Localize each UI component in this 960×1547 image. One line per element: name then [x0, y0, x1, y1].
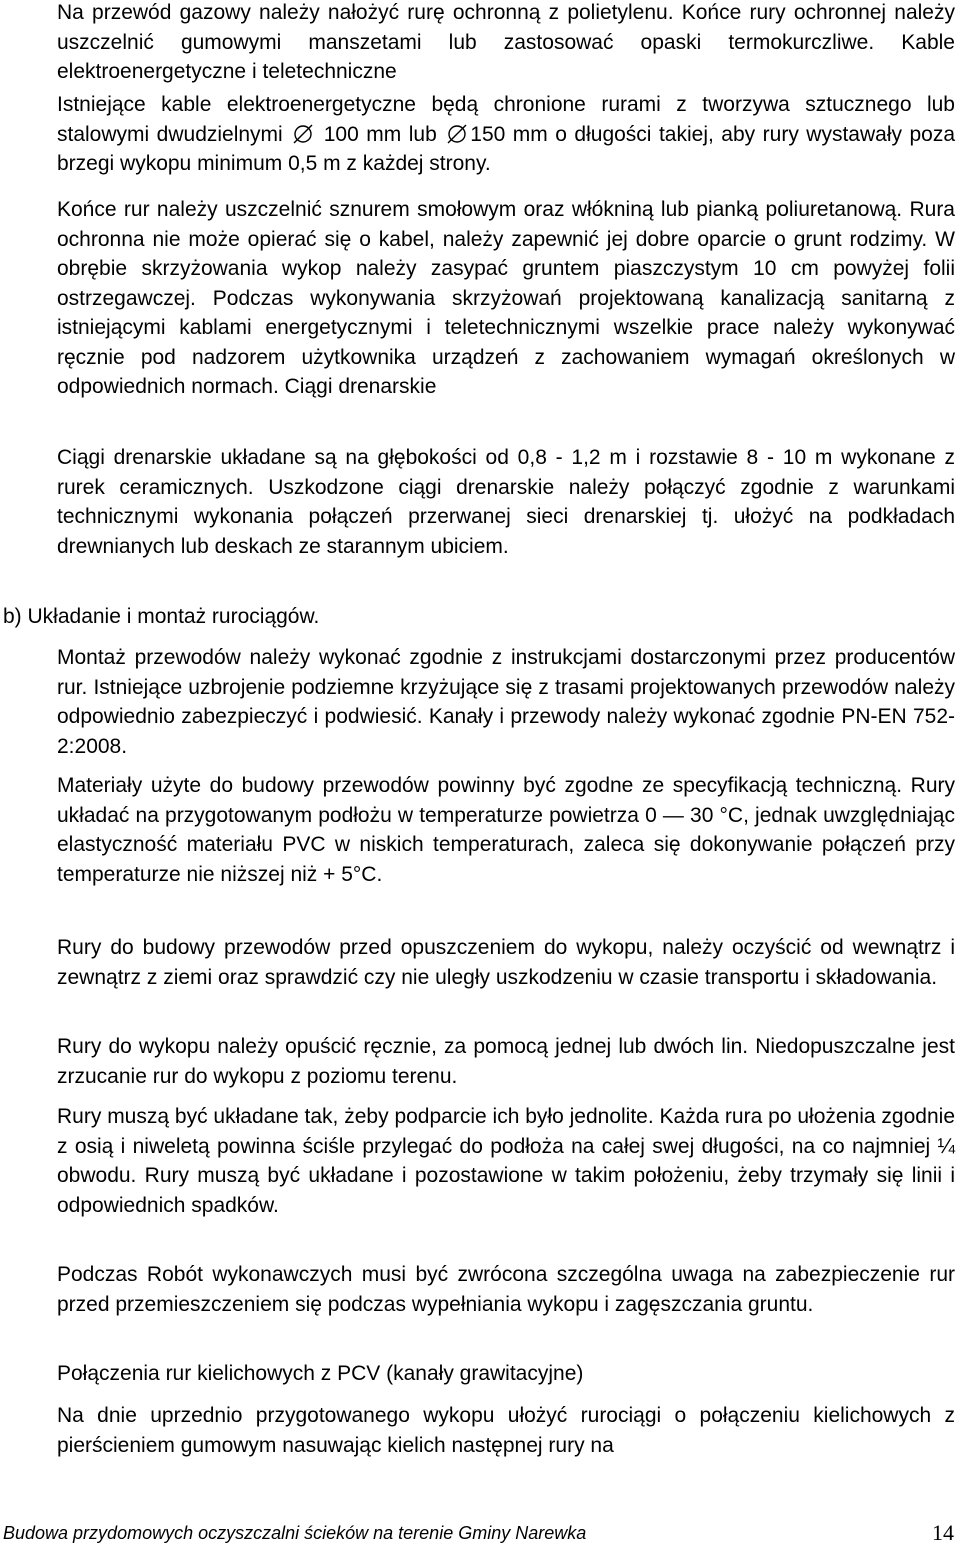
paragraph-gas-pipe-text: Na przewód gazowy należy nałożyć rurę ochronną z polietylenu. Końce rury ochronnej należy uszczelnić gumowymi manszetami lub zastosować opaski termokurczliwe.: [57, 1, 955, 54]
section-heading: b) Układanie i montaż rurociągów.: [3, 605, 320, 628]
paragraph-cleaning: Rury do budowy przewodów przed opuszczeniem do wykopu, należy oczyścić od wewnątrz i zewnątrz z ziemi oraz sprawdzić czy nie uległy uszkodzeniu w czasie transportu i składowania.: [57, 936, 955, 989]
paragraph-lowering: Rury do wykopu należy opuścić ręcznie, za pomocą jednej lub dwóch lin. Niedopuszczalne jest zrzucanie rur do wykopu z poziomu terenu.: [57, 1035, 955, 1088]
paragraph-drainage: Ciągi drenarskie układane są na głębokości od 0,8 - 1,2 m i rozstawie 8 - 10 m wykonane z rurek ceramicznych. Uszkodzone ciągi drenarskie należy połączyć zgodnie z warunkami technicznymi wykonania połączeń przerwanej sieci drenarskiej tj. ułożyć na podkładach drewnianych lub deskach ze starannym ubiciem.: [57, 446, 955, 558]
existing-cables-text-2: 100 mm lub: [323, 122, 437, 146]
paragraph-pipe-ends: Końce rur należy uszczelnić sznurem smołowym oraz włókniną lub pianką poliuretanową. Rura ochronna nie może opierać się o kabel, należy zapewnić jej dobre oparcie o grunt rodzimy. W obrębie skrzyżowania wykop należy zasypać gruntem piaszczystym 10 cm powyżej folii ostrzegawczej. Podczas wykonywania skrzyżowań projektowaną kanalizacją sanitarną z istniejącymi kablami energetycznymi i teletechnicznymi wszelkie prace należy wykonywać ręcznie pod nadzorem użytkownika urządzeń z zachowaniem wymagań określonych w odpowiednich normach. Ciągi drenarskie: [57, 198, 955, 398]
paragraph-pvc-joints: Połączenia rur kielichowych z PCV (kanały grawitacyjne): [57, 1362, 584, 1385]
cables-subheading: Kable elektroenergetyczne i teletechniczne: [57, 30, 955, 83]
paragraph-materials: Materiały użyte do budowy przewodów powinny być zgodne ze specyfikacją techniczną. Rury układać na przygotowanym podłożu w temperaturze powietrza 0 — 30 °C, jednak uwzględniając elastyczność materiału PVC w niskich temperaturach, zaleca się dokonywanie połączeń przy temperaturze nie niższej niż + 5°C.: [57, 774, 955, 886]
footer-title: Budowa przydomowych oczyszczalni ścieków na terenie Gminy Narewka: [3, 1523, 587, 1543]
paragraph-existing-cables: [57, 90, 955, 179]
page-number: 14: [932, 1520, 954, 1545]
existing-cables-text-1: Istniejące kable elektroenergetyczne będą chronione rurami z tworzywa sztucznego lub stalowymi dwudzielnymi: [57, 93, 955, 146]
paragraph-laying: Rury muszą być układane tak, żeby podparcie ich było jednolite. Każda rura po ułożenia zgodnie z osią i niweletą powinna ściśle przylegać do podłoża na całej swej długości, na co najmniej ¼ obwodu. Rury muszą być układane i pozostawione w takim położeniu, żeby trzymały się linii i odpowiednich spadków.: [57, 1105, 955, 1217]
diameter-symbol-icon: [446, 124, 468, 144]
existing-cables-text-3: 150 mm o długości takiej, aby rury wystawały poza brzegi wykopu minimum 0,5 m z każdej strony.: [57, 122, 956, 175]
diameter-symbol-icon: [292, 124, 314, 144]
paragraph-gas-pipe: [57, 0, 955, 87]
paragraph-protection: Podczas Robót wykonawczych musi być zwrócona szczególna uwaga na zabezpieczenie rur przed przemieszczeniem się podczas wypełniania wykopu i zagęszczania gruntu.: [57, 1263, 955, 1316]
paragraph-trench-bottom: Na dnie uprzednio przygotowanego wykopu ułożyć rurociągi o połączeniu kielichowych z pierścieniem gumowym nasuwając kielich następnej rury na: [57, 1404, 955, 1457]
paragraph-installation: Montaż przewodów należy wykonać zgodnie z instrukcjami dostarczonymi przez producentów rur. Istniejące uzbrojenie podziemne krzyżujące się z trasami projektowanych przewodów należy odpowiednio zabezpieczyć i podwiesić. Kanały i przewody należy wykonać zgodnie PN-EN 752-2:2008.: [57, 646, 955, 758]
